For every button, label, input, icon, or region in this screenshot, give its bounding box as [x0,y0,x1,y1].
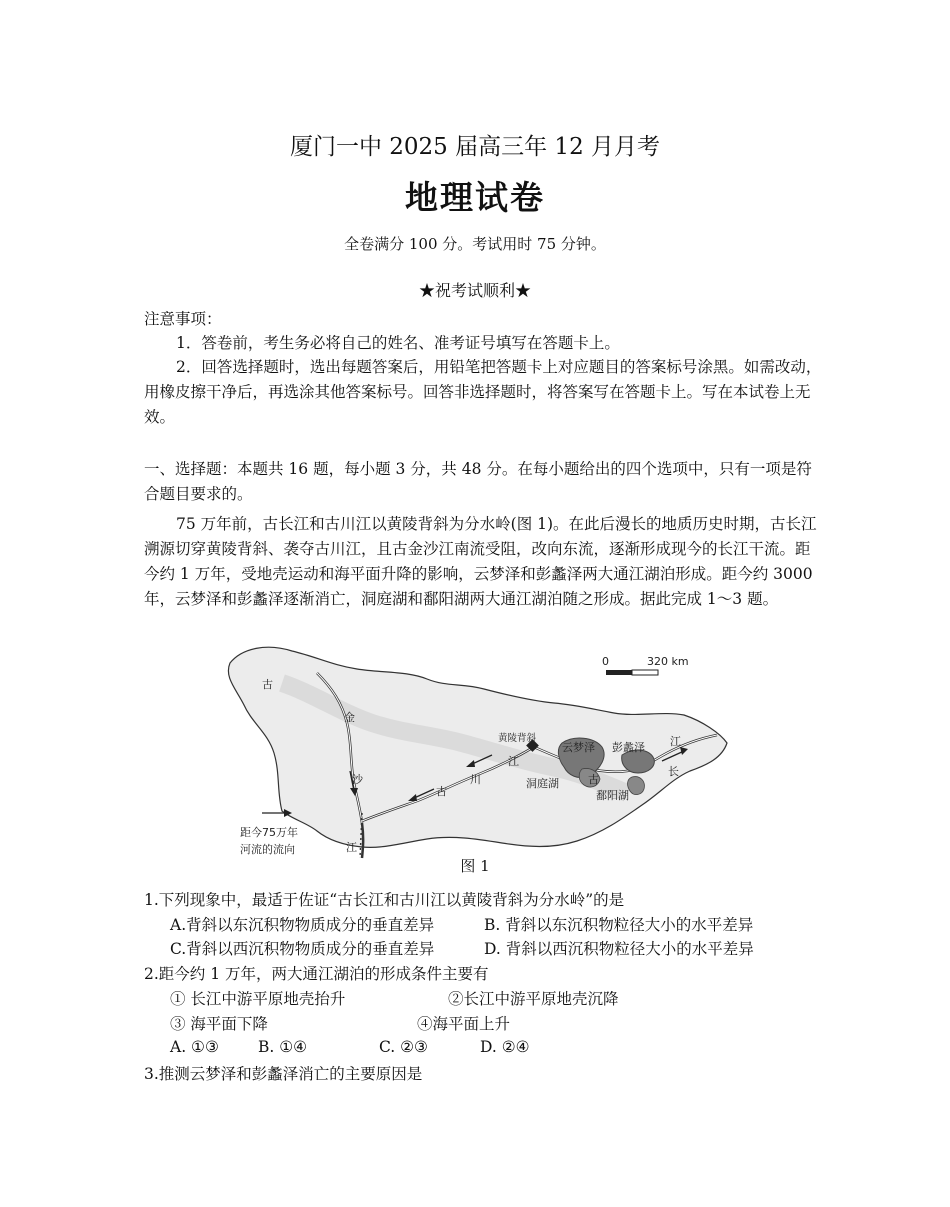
figure-caption: 图 1 [460,857,490,875]
notice-item-1: 1．答卷前，考生务必将自己的姓名、准考证号填写在答题卡上。 [176,334,620,352]
passage: 75 万年前，古长江和古川江以黄陵背斜为分水岭(图 1)。在此后漫长的地质历史时期，古长江溯源切穿黄陵背斜、袭夺古川江，且古金沙江南流受阻，改向东流，逐渐形成现今的长江干流。距今约 1 万年，受地壳运动和海平面升降的影响，云梦泽和彭蠡泽两大通江湖泊形成。距今约 3000 年，云梦泽和彭蠡泽逐渐消亡，洞庭湖和鄱阳湖两大通江湖泊随之形成。据此完成 1～3 题。 [144,515,817,608]
question-2-condition-3: ③ 海平面下降 [170,1015,268,1033]
question-2-condition-2: ②长江中游平原地壳沉降 [448,990,619,1008]
subject-title: 地理试卷 [405,178,545,217]
question-2-option-b: B. ①④ [258,1038,308,1056]
label-chang-gu: 古 [588,773,599,786]
question-1-option-a: A.背斜以东沉积物物质成分的垂直差异 [170,916,435,934]
scale-zero: 0 [602,655,609,668]
label-pengli: 彭蠡泽 [612,741,645,754]
question-2-option-d: D. ②④ [480,1038,530,1056]
exam-title: 厦门一中 2025 届高三年 12 月月考 [289,134,661,160]
scale-bar-dark [606,670,632,675]
legend-line-1: 距今75万年 [240,826,298,839]
label-sha: 沙 [352,773,363,786]
label-jiang-south: 江 [346,841,357,854]
question-1-stem: 1.下列现象中，最适于佐证“古长江和古川江以黄陵背斜为分水岭”的是 [144,891,625,909]
label-chuan-jiang: 江 [508,755,519,768]
yangtze-map [222,643,730,861]
label-huangling: 黄陵背斜 [498,733,537,744]
good-luck-line: ★祝考试顺利★ [418,281,531,300]
label-chuan-chuan: 川 [470,773,481,786]
question-2-stem: 2.距今约 1 万年，两大通江湖泊的形成条件主要有 [144,965,489,983]
legend-line-2: 河流的流向 [240,843,295,856]
question-1-option-d: D. 背斜以西沉积物粒径大小的水平差异 [484,940,754,958]
label-chuan-gu: 古 [436,785,447,798]
question-1-option-c: C.背斜以西沉积物物质成分的垂直差异 [170,940,435,958]
question-2-option-c: C. ②③ [379,1038,428,1056]
label-yunmeng: 云梦泽 [562,741,595,754]
label-jin: 金 [344,711,355,724]
label-chang-jiang: 江 [670,735,681,748]
question-2-condition-4: ④海平面上升 [417,1015,511,1033]
label-poyang: 鄱阳湖 [596,789,629,802]
exam-info: 全卷满分 100 分。考试用时 75 分钟。 [344,235,606,253]
question-3-stem: 3.推测云梦泽和彭蠡泽消亡的主要原因是 [144,1065,423,1083]
question-2-option-a: A. ①③ [170,1038,219,1056]
label-chang-chang: 长 [668,765,679,778]
notice-heading: 注意事项： [144,310,222,328]
scale-label: 320 km [647,655,689,668]
question-1-option-b: B. 背斜以东沉积物粒径大小的水平差异 [484,916,754,934]
label-gu-north: 古 [262,678,273,691]
section-heading: 一、选择题：本题共 16 题，每小题 3 分，共 48 分。在每小题给出的四个选项中，只有一项是符合题目要求的。 [144,460,812,503]
scale-bar-light [632,670,658,675]
notice-item-2: 2．回答选择题时，选出每题答案后，用铅笔把答题卡上对应题目的答案标号涂黑。如需改动，用橡皮擦干净后，再选涂其他答案标号。回答非选择题时，将答案写在答题卡上。写在本试卷上无效。 [144,358,822,426]
question-2-condition-1: ① 长江中游平原地壳抬升 [170,990,346,1008]
label-dongting: 洞庭湖 [526,777,559,790]
